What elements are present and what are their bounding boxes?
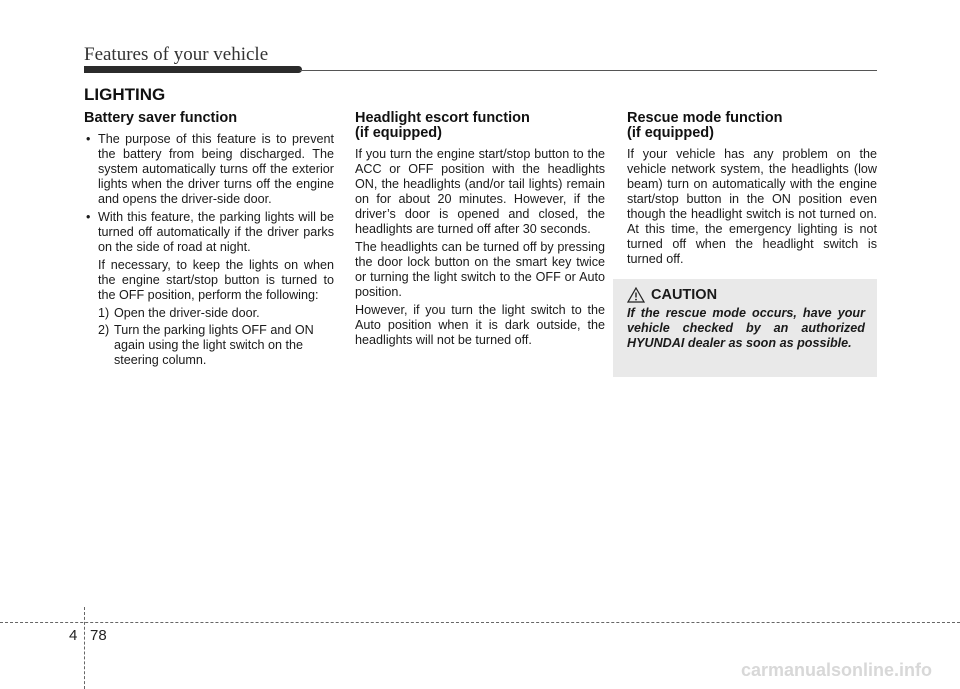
step-text: Open the driver-side door. (114, 306, 260, 320)
rescue-mode-column (627, 111, 877, 270)
battery-step-1 (98, 306, 334, 321)
battery-step-2 (98, 323, 334, 368)
headlight-escort-heading (355, 111, 605, 141)
caution-text: If the rescue mode occurs, have your vehicle checked by an authorized HYUNDAI dealer as soon as possible. (627, 306, 865, 350)
escort-paragraph-1: If you turn the engine start/stop button to the ACC or OFF position with the headlights ON, the headlights (and/or tail lights) remain on for about 20 minutes. However, if the driver’s door is opened and closed, the headlights are turned off after 30 seconds. (355, 147, 605, 236)
rescue-paragraph: If your vehicle has any problem on the vehicle network system, the headlights (low beam) turn on automatically with the engine start/stop button in the ON position even though the headlight switch is not turned on. At this time, the emergency lighting is not turned off when the headlight switch is turned off. (627, 147, 877, 266)
heading-line-1: Rescue mode function (627, 110, 783, 126)
heading-line-1: Headlight escort function (355, 110, 530, 126)
footer-divider (84, 607, 85, 689)
step-text: Turn the parking lights OFF and ON again using the light switch on the steering column. (114, 323, 314, 367)
escort-paragraph-2: The headlights can be turned off by pressing the door lock button on the smart key twice or turning the light switch to the OFF or Auto position. (355, 240, 605, 299)
escort-paragraph-3: However, if you turn the light switch to the Auto position when it is dark outside, the headlights will not be turned off. (355, 303, 605, 347)
battery-bullet-2 (84, 210, 334, 368)
caution-header (627, 287, 865, 303)
battery-bullet-1: • The purpose of this feature is to prevent the battery from being discharged. The system automatically turns off the exterior lights when the driver turns off the engine and opens the driver-side door. (84, 132, 334, 207)
battery-saver-column (84, 111, 334, 371)
heading-line-2: (if equipped) (355, 125, 442, 141)
battery-instruction: If necessary, to keep the lights on when the engine start/stop button is turned to the OFF position, perform the following: (98, 258, 334, 302)
caution-title: CAUTION (651, 287, 718, 303)
battery-bullet-2-text: With this feature, the parking lights will be turned off automatically if the driver parks on the side of road at night. (98, 210, 334, 254)
chapter-number: 4 (69, 627, 78, 644)
section-title: LIGHTING (84, 85, 166, 104)
header-bar (84, 66, 302, 73)
warning-triangle-icon (627, 287, 645, 303)
header-title: Features of your vehicle (84, 44, 269, 65)
step-number: 2) (98, 323, 110, 337)
footer-rule (0, 622, 960, 623)
headlight-escort-column (355, 111, 605, 351)
battery-saver-list (84, 132, 334, 368)
page-number: 78 (90, 627, 107, 644)
watermark: carmanualsonline.info (740, 660, 932, 680)
heading-line-2: (if equipped) (627, 125, 714, 141)
battery-saver-heading: Battery saver function (84, 110, 238, 126)
caution-box (613, 279, 877, 377)
rescue-mode-heading (627, 111, 877, 141)
step-number: 1) (98, 306, 110, 320)
header-rule (300, 70, 877, 71)
